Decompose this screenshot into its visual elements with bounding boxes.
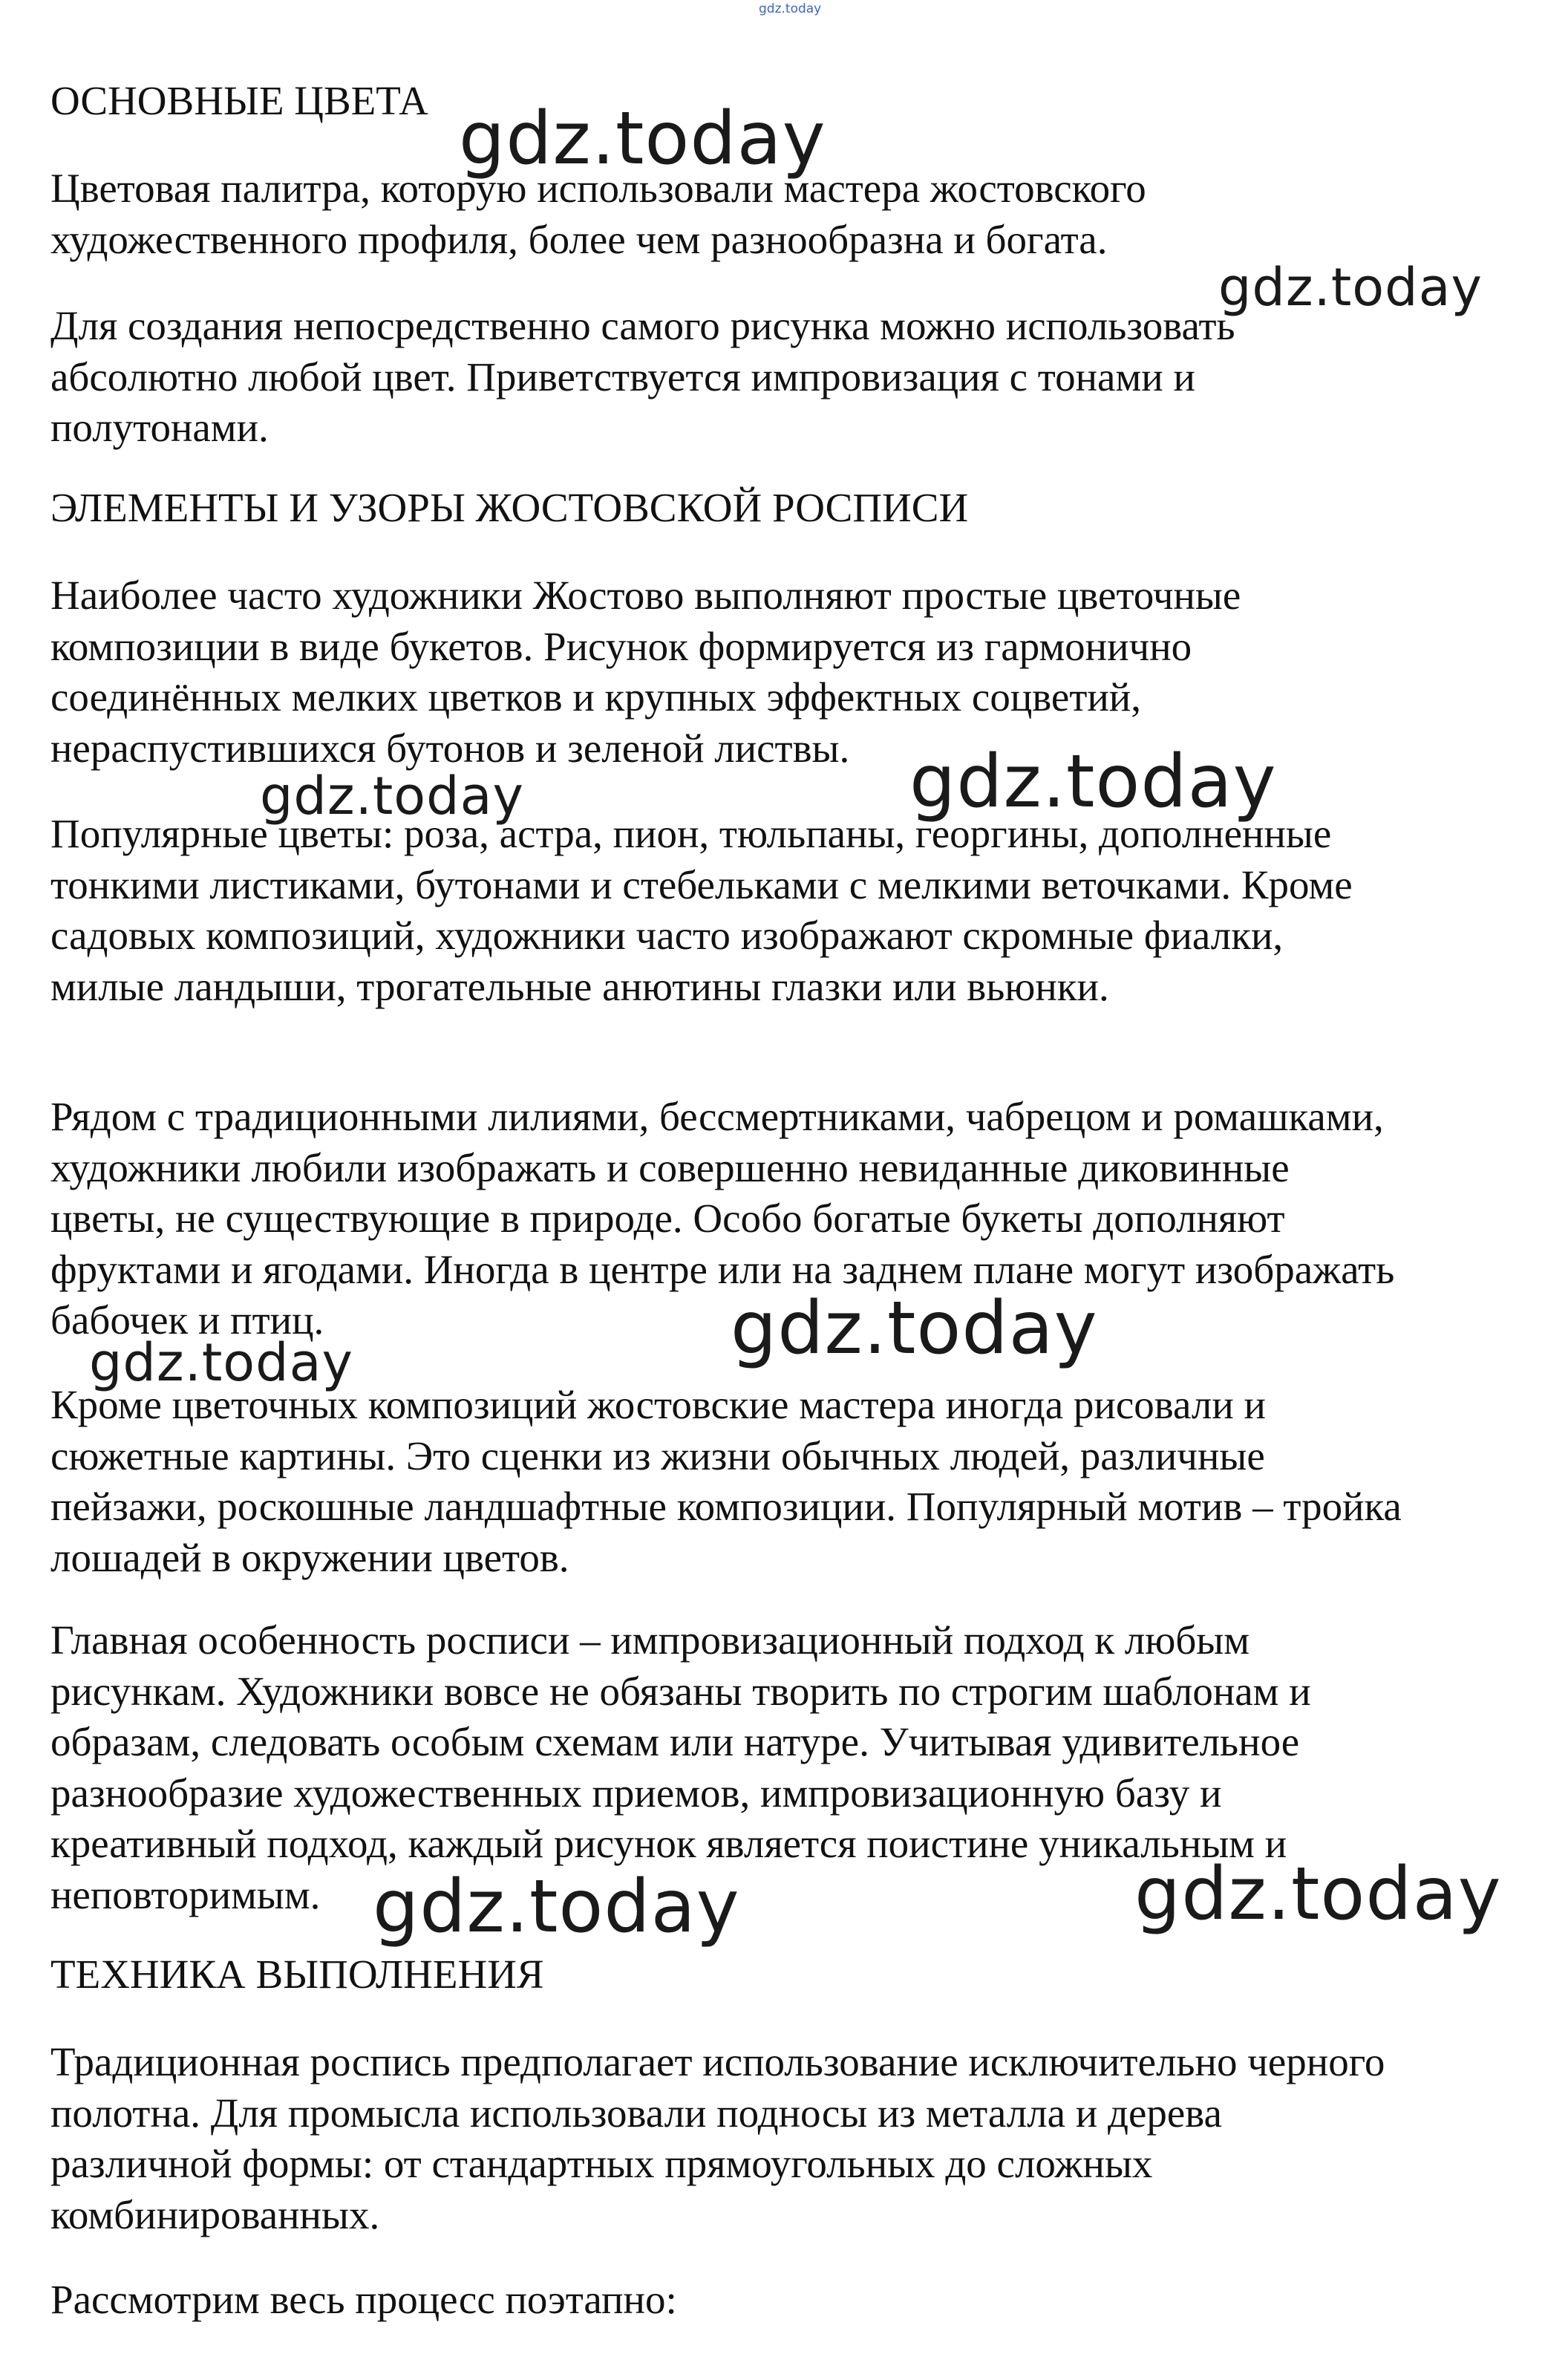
paragraph [50, 301, 1528, 454]
text-line: ОСНОВНЫЕ ЦВЕТА [50, 78, 428, 123]
paragraph [50, 570, 1528, 774]
text-line: рисункам. Художники вовсе не обязаны творить по строгим шаблонам и [50, 1668, 1311, 1714]
text-line: абсолютно любой цвет. Приветствуется импровизация с тонами и [50, 353, 1195, 400]
heading-elements-patterns [50, 483, 1528, 534]
paragraph [50, 163, 1528, 265]
text-line: пейзажи, роскошные ландшафтные композиции. Популярный мотив – тройка [50, 1484, 1402, 1529]
text-line: сюжетные картины. Это сценки из жизни обычных людей, различные [50, 1432, 1265, 1478]
text-line: комбинированных. [50, 2191, 380, 2237]
heading-technique [50, 1949, 1528, 2001]
text-line: художники любили изображать и совершенно невиданные диковинные [50, 1144, 1290, 1190]
text-line: Кроме цветочных композиций жостовские мастера иногда рисовали и [50, 1382, 1266, 1427]
watermark: gdz.today [260, 766, 524, 826]
text-line: Рассмотрим весь процесс поэтапно: [50, 2277, 677, 2322]
text-line: ТЕХНИКА ВЫПОЛНЕНИЯ [50, 1952, 544, 1997]
paragraph [50, 1615, 1528, 1920]
watermark: gdz.today [909, 740, 1277, 824]
paragraph [50, 1092, 1528, 1346]
text-line: Рядом с традиционными лилиями, бессмертниками, чабрецом и ромашками, [50, 1094, 1384, 1139]
text-line: милые ландыши, трогательные анютины глазки или вьюнки. [50, 963, 1109, 1009]
text-line: полутонами. [50, 405, 269, 450]
text-line: Наиболее часто художники Жостово выполняют простые цветочные [50, 573, 1241, 618]
text-line: нераспустившихся бутонов и зеленой листвы. [50, 725, 850, 771]
watermark: gdz.today [731, 1286, 1098, 1371]
watermark: gdz.today [459, 97, 826, 181]
paragraph [50, 2037, 1528, 2240]
watermark: gdz.today [373, 1865, 740, 1949]
text-line: неповторимым. [50, 1871, 321, 1917]
text-line: Традиционная роспись предполагает использование исключительно черного [50, 2039, 1385, 2084]
text-line: садовых композиций, художники часто изображают скромные фиалки, [50, 913, 1284, 958]
text-line: разнообразие художественных приемов, импровизационную базу и [50, 1770, 1222, 1816]
text-line: фруктами и ягодами. Иногда в центре или на заднем плане могут изображать [50, 1246, 1395, 1292]
text-line: лошадей в окружении цветов. [50, 1534, 569, 1580]
text-line: Для создания непосредственно самого рисунка можно использовать [50, 303, 1235, 348]
text-line: цветы, не существующие в природе. Особо богатые букеты дополняют [50, 1196, 1285, 1241]
heading-main-colors [50, 76, 1528, 127]
paragraph [50, 1380, 1528, 1583]
text-line: тонкими листиками, бутонами и стебельками с мелкими веточками. Кроме [50, 861, 1353, 907]
text-line: Цветовая палитра, которую использовали мастера жостовского [50, 166, 1146, 211]
text-line: образам, следовать особым схемам или натуре. Учитывая удивительное [50, 1719, 1300, 1764]
text-line: бабочек и птиц. [50, 1297, 324, 1343]
text-line: соединённых мелких цветков и крупных эффектных соцветий, [50, 674, 1141, 720]
text-line: композиции в виде букетов. Рисунок формируется из гармонично [50, 623, 1192, 669]
text-line: различной формы: от стандартных прямоугольных до сложных [50, 2141, 1153, 2186]
text-line: Главная особенность росписи – импровизационный подход к любым [50, 1617, 1250, 1663]
watermark: gdz.today [89, 1332, 353, 1393]
text-line: ЭЛЕМЕНТЫ И УЗОРЫ ЖОСТОВСКОЙ РОСПИСИ [50, 485, 969, 530]
watermark: gdz.today [1218, 257, 1483, 318]
text-line: Популярные цветы: роза, астра, пион, тюльпаны, георгины, дополненные [50, 811, 1332, 856]
text-line: креативный подход, каждый рисунок является поистине уникальным и [50, 1821, 1287, 1866]
top-watermark: gdz.today [759, 1, 822, 16]
watermark: gdz.today [1134, 1852, 1502, 1937]
paragraph [50, 2275, 1528, 2326]
text-line: художественного профиля, более чем разнообразна и богата. [50, 216, 1108, 262]
text-line: полотна. Для промысла использовали подносы из металла и дерева [50, 2090, 1222, 2136]
paragraph [50, 809, 1528, 1012]
